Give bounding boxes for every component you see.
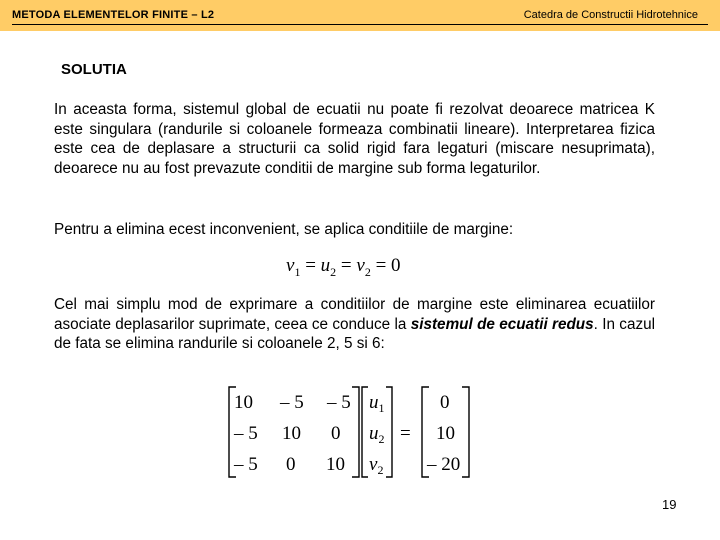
unknown-u1-var: u	[369, 392, 379, 413]
paragraph-singular-matrix: In aceasta forma, sistemul global de ecuatii nu poate fi rezolvat deoarece matricea K este singulara (randurile si coloanele formeaza combinatii lineare). Interpretarea fizica este cea de deplasare a structurii ca solid rigid fara legaturi (miscare nesuprimata), deoarece nu au fost prevazute conditii de margine sub forma legaturilor.	[54, 101, 655, 177]
unknown-u2-var: u	[369, 423, 379, 444]
unknown-v2	[369, 454, 383, 477]
unknown-u2	[369, 423, 385, 446]
eq-sign-c: = 0	[370, 255, 401, 276]
unknown-v2-sub: 2	[377, 463, 384, 477]
section-title: SOLUTIA	[61, 61, 127, 78]
unknown-u2-sub: 2	[378, 432, 385, 446]
k-11: 10	[234, 392, 253, 413]
k-22: 10	[282, 423, 301, 444]
k-23: 0	[331, 423, 341, 444]
reduced-system-emphasis: sistemul de ecuatii redus	[410, 315, 594, 333]
unknown-u1	[369, 392, 385, 415]
eq-sign-b: =	[336, 255, 357, 276]
unknown-u1-sub: 1	[378, 401, 385, 415]
rhs-3: – 20	[427, 454, 461, 475]
k-13: – 5	[327, 392, 351, 413]
eq-sub-v1: 1	[294, 264, 301, 279]
eq-sub-v2: 2	[364, 264, 371, 279]
eq-var-v2: v	[356, 255, 365, 276]
k-33: 10	[326, 454, 345, 475]
eq-var-u2: u	[320, 255, 331, 276]
k-32: 0	[286, 454, 296, 475]
rhs-2: 10	[436, 423, 455, 444]
k-21: – 5	[234, 423, 258, 444]
k-31: – 5	[234, 454, 258, 475]
department-title: Catedra de Constructii Hidrotehnice	[523, 9, 698, 21]
rhs-1: 0	[440, 392, 450, 413]
paragraph-boundary-conditions: Pentru a elimina ecest inconvenient, se aplica conditiile de margine:	[54, 221, 514, 238]
course-title: METODA ELEMENTELOR FINITE – L2	[12, 9, 215, 21]
equals-sign: =	[400, 423, 411, 444]
reduced-text-part2: . In cazul de fata se elimina randurile si coloanele 2, 5 si 6:	[54, 315, 656, 353]
eq-sub-u2: 2	[330, 264, 337, 279]
reduced-text-part1: Cel mai simplu mod de exprimare a conditiilor de margine este eliminarea ecuatiilor asociate deplasarilor suprimate, ceea ce conduce la	[54, 296, 655, 333]
unknown-v2-var: v	[369, 454, 378, 475]
eq-var-v1: v	[286, 255, 295, 276]
page-number: 19	[662, 497, 677, 512]
eq-sign-a: =	[300, 255, 321, 276]
k-12: – 5	[280, 392, 304, 413]
